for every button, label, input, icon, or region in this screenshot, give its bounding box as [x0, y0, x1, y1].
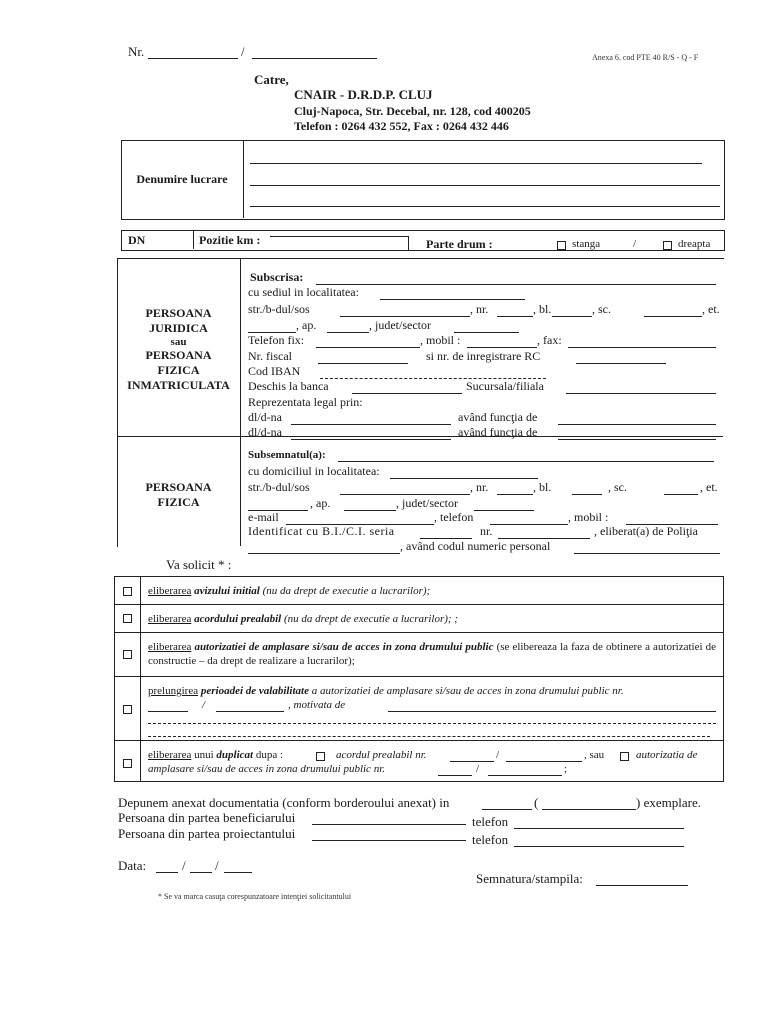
rc-label: si nr. de inregistrare RC [426, 349, 541, 363]
annex-reference: Anexa 6. cod PTE 40 R/S - Q - F [592, 53, 699, 62]
street-label: str./b-dul/sos [248, 302, 310, 316]
copies-paren-open: ( [534, 795, 539, 810]
work-name-line-1[interactable] [250, 163, 702, 164]
footnote: * Se va marca casuţa corespunzatoare intenţiei solicitantului [158, 892, 352, 901]
street-label-person: str./b-dul/sos [248, 480, 310, 494]
km-position-label: Pozitie km : [199, 233, 261, 247]
rep1-label: dl/d-na [248, 410, 282, 424]
duplicate-slash-2: / [476, 763, 480, 775]
nr-label: Nr. [128, 44, 145, 59]
recipient-label: Catre, [254, 72, 289, 87]
right-side-label: dreapta [678, 238, 711, 250]
extension-slash: / [202, 699, 206, 711]
rep2-function-label: având funcţia de [458, 425, 538, 439]
nr-slash: / [241, 44, 245, 59]
duplicate-prior-agreement-checkbox[interactable] [316, 752, 325, 761]
date-year-field[interactable] [224, 872, 252, 873]
id-nr-label: nr. [480, 524, 493, 538]
subsemnatul-label: Subsemnatul(a): [248, 449, 326, 461]
issued-by-label: , eliberat(a) de Poliţia [594, 524, 698, 538]
recipient-address: Cluj-Napoca, Str. Decebal, nr. 128, cod 400205 [294, 104, 531, 118]
duplicate-authorization-checkbox[interactable] [620, 752, 629, 761]
et-label-legal: , et. [702, 302, 720, 316]
signature-field[interactable] [596, 885, 688, 886]
work-name-line-3[interactable] [250, 206, 720, 207]
physical-person-label: PERSOANA FIZICA [145, 480, 212, 509]
recipient-org: CNAIR - D.R.D.P. CLUJ [294, 87, 433, 102]
placement-authorization-checkbox[interactable] [123, 650, 132, 659]
duplicate-slash-1: / [496, 749, 500, 761]
extension-reason-line-3[interactable] [148, 736, 710, 737]
phone-label-person: , telefon [434, 510, 474, 524]
seat-locality-label: cu sediul in localitatea: [248, 285, 359, 299]
ap-label-legal: , ap. [296, 318, 317, 332]
duplicate-or-label: , sau [584, 749, 605, 761]
request-heading: Va solicit * : [166, 557, 232, 572]
cnp-label: , având codul numeric personal [400, 539, 551, 553]
copies-label: ) exemplare. [636, 795, 701, 810]
subscrisa-label: Subscrisa: [250, 270, 304, 284]
dn-label: DN [128, 233, 146, 247]
id-series-label: Identificat cu B.I./C.I. seria [248, 524, 395, 538]
option-duplicate: eliberarea unui duplicat dupa : [148, 749, 284, 761]
subscrisa-field[interactable] [316, 284, 716, 285]
attachment-statement: Depunem anexat documentatia (conform borderoului anexat) in [118, 795, 450, 810]
landline-label: Telefon fix: [248, 333, 305, 347]
rep2-label: dl/d-na [248, 425, 282, 439]
legal-rep-label: Reprezentata legal prin: [248, 395, 363, 409]
work-name-line-2[interactable] [250, 185, 720, 186]
option-placement-authorization: eliberarea autorizatiei de amplasare si/sau de acces in zona drumului public (se elibereaza la faza de obtinere a autorizatiei de constructie – da drept de realizare a lucrarilor); [148, 641, 716, 667]
duplicate-authorization-label: autorizatia de [636, 749, 698, 761]
left-side-label: stanga [572, 238, 601, 250]
county-label-person: , judet/sector [396, 496, 458, 510]
legal-person-label: PERSOANA JURIDICA sau PERSOANA FIZICA INMATRICULATA [127, 306, 230, 392]
mobile-label-person: , mobil : [568, 510, 609, 524]
nr-field[interactable] [148, 58, 238, 59]
duplicate-end: ; [564, 763, 568, 775]
rep1-function-label: având funcţia de [458, 410, 538, 424]
mobile-label-legal: , mobil : [420, 333, 461, 347]
sc-label-person: , sc. [608, 480, 627, 494]
bl-label-legal: , bl. [533, 302, 552, 316]
designer-person-label: Persoana din partea proiectantului [118, 826, 296, 841]
right-side-checkbox[interactable] [663, 241, 672, 250]
fax-label: , fax: [537, 333, 562, 347]
option-prior-agreement: eliberarea acordului prealabil (nu da drept de executie a lucrarilor); ; [148, 613, 458, 625]
date-month-field[interactable] [190, 872, 212, 873]
left-side-checkbox[interactable] [557, 241, 566, 250]
seat-locality-field[interactable] [380, 299, 525, 300]
duplicate-prior-agreement-label: acordul prealabil nr. [336, 749, 427, 761]
date-slash-2: / [215, 858, 219, 873]
extension-reason-label: , motivata de [288, 699, 346, 711]
bank-label: Deschis la banca [248, 379, 329, 393]
fiscal-nr-label: Nr. fiscal [248, 349, 292, 363]
option-initial-notice: eliberarea avizului initial (nu da drept de executie a lucrarilor); [148, 585, 431, 597]
beneficiary-person-label: Persoana din partea beneficiarului [118, 810, 296, 825]
date-label: Data: [118, 858, 147, 873]
beneficiary-phone-label: telefon [472, 814, 509, 829]
branch-label: Sucursala/filiala [466, 379, 544, 393]
date-slash-1: / [182, 858, 186, 873]
home-locality-label: cu domiciliul in localitatea: [248, 464, 380, 478]
nr-date-field[interactable] [252, 58, 377, 59]
road-side-label: Parte drum : [426, 237, 493, 251]
extension-reason-line-2[interactable] [148, 723, 716, 724]
designer-phone-label: telefon [472, 832, 509, 847]
nr-label-legal: , nr. [470, 302, 489, 316]
initial-notice-checkbox[interactable] [123, 587, 132, 596]
recipient-phone: Telefon : 0264 432 552, Fax : 0264 432 446 [294, 119, 509, 133]
date-day-field[interactable] [156, 872, 178, 873]
duplicate-authorization-line2: amplasare si/sau de acces in zona drumului public nr. [148, 763, 385, 775]
nr-label-person: , nr. [470, 480, 489, 494]
signature-label: Semnatura/stampila: [476, 871, 583, 886]
bl-label-person: , bl. [533, 480, 552, 494]
work-name-label: Denumire lucrare [136, 172, 228, 186]
iban-label: Cod IBAN [248, 364, 301, 378]
side-separator: / [633, 238, 637, 250]
ap-label-person: , ap. [310, 496, 331, 510]
et-label-person: , et. [700, 480, 718, 494]
duplicate-checkbox[interactable] [123, 759, 132, 768]
email-label: e-mail [248, 510, 279, 524]
county-label-legal: , judet/sector [369, 318, 431, 332]
sc-label-legal: , sc. [592, 302, 611, 316]
option-validity-extension: prelungirea perioadei de valabilitate a autorizatiei de amplasare si/sau de acces in zona drumului public nr. [148, 685, 624, 697]
prior-agreement-checkbox[interactable] [123, 614, 132, 623]
validity-extension-checkbox[interactable] [123, 705, 132, 714]
